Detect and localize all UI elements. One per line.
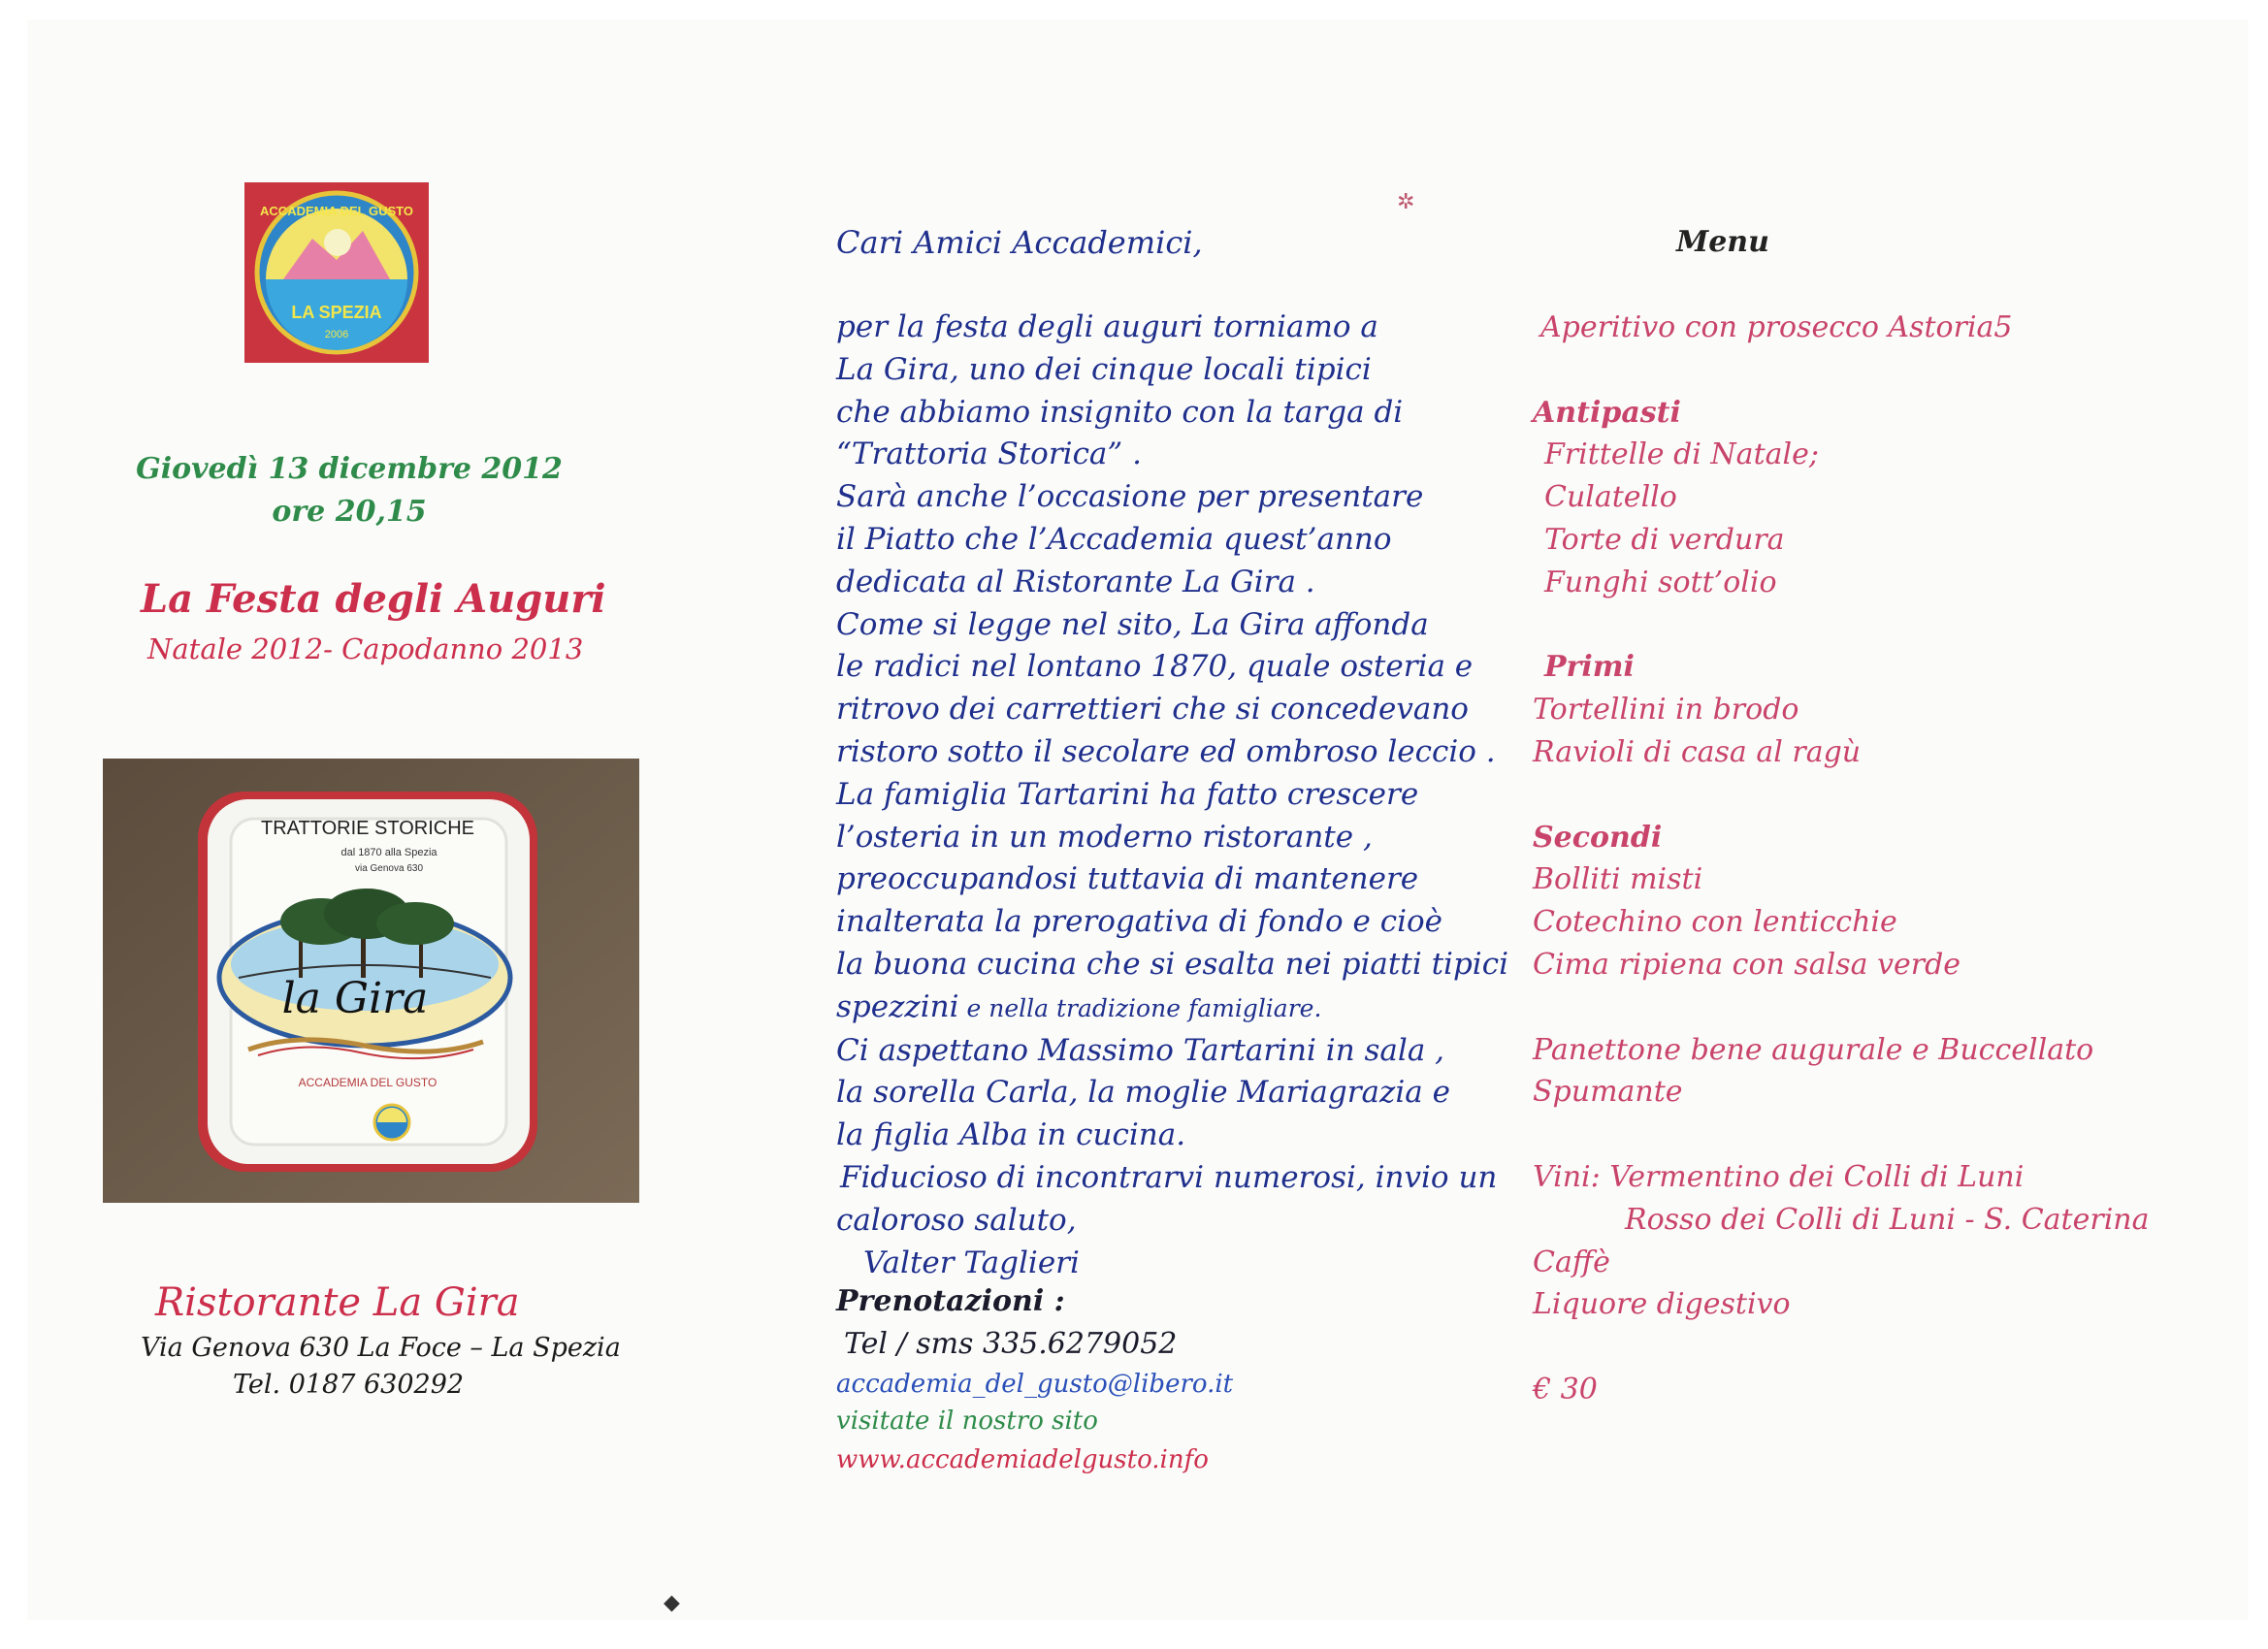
letter-signature: Valter Taglieri [863, 1245, 1080, 1280]
letter-line: La famiglia Tartarini ha fatto crescere [836, 776, 1419, 812]
letter-line-mixed [836, 986, 1508, 1030]
menu-spacer [1533, 774, 2150, 817]
letter-line: ritrovo dei carrettieri che si concedevano [836, 692, 1469, 728]
menu-item: Bolliti misti [1533, 862, 1703, 897]
contact-email-link[interactable]: accademia_del_gusto@libero.it [836, 1370, 1234, 1399]
accademia-logo [244, 182, 429, 363]
menu-item: Spumante [1533, 1075, 1683, 1110]
letter-line: l’osteria in un moderno ristorante , [836, 819, 1373, 855]
event-date-block [116, 448, 582, 534]
restaurant-name: Ristorante La Gira [155, 1280, 520, 1325]
event-title: La Festa degli Auguri [141, 576, 606, 622]
menu-item: Panettone bene augurale e Buccellato [1533, 1032, 2094, 1067]
logo-city-text: LA SPEZIA [291, 303, 382, 322]
menu-section-secondi: Secondi [1533, 820, 1663, 855]
plate-line2: via Genova 630 [354, 863, 424, 874]
menu-item: Funghi sott’olio [1544, 565, 1777, 599]
menu-wine-1: Vini: Vermentino dei Colli di Luni [1533, 1159, 2025, 1194]
letter-line: che abbiamo insignito con la targa di [836, 394, 1404, 430]
event-date: Giovedì 13 dicembre 2012 [136, 452, 563, 486]
letter-closing: Fiducioso di incontrarvi numerosi, invio un [840, 1159, 1498, 1195]
visit-site-label: visitate il nostro sito [836, 1406, 1098, 1436]
restaurant-tel: Tel. 0187 630292 [233, 1370, 465, 1400]
menu-spacer [1533, 1114, 2150, 1156]
letter-line: ristoro sotto il secolare ed ombroso leccio . [836, 733, 1496, 769]
letter-line: La Gira, uno dei cinque locali tipici [836, 351, 1372, 387]
letter-line: inalterata la prerogativa di fondo e cioè [836, 904, 1443, 940]
scan-speck-icon: ◆ [664, 1591, 680, 1615]
scan-speck-icon: ✲ [1397, 190, 1415, 214]
letter-line: Come si legge nel sito, La Gira affonda [836, 606, 1429, 642]
letter-greeting: Cari Amici Accademici, [836, 224, 1203, 261]
logo-year-text: 2006 [324, 329, 349, 340]
letter-line: dedicata al Ristorante La Gira . [836, 564, 1315, 599]
letter-small-text: e nella tradizione famigliare. [958, 993, 1322, 1022]
event-subtitle: Natale 2012- Capodanno 2013 [147, 632, 584, 665]
menu-item: Cotechino con lenticchie [1533, 905, 1897, 940]
event-time: ore 20,15 [272, 495, 427, 529]
letter-word: spezzini [836, 988, 959, 1024]
menu-wine-2: Rosso dei Colli di Luni - S. Caterina [1625, 1202, 2150, 1237]
menu-section-antipasti: Antipasti [1533, 395, 1681, 430]
menu-item: Tortellini in brodo [1533, 693, 1799, 728]
menu-item: Torte di verdura [1544, 522, 1785, 557]
menu-section-primi: Primi [1544, 650, 1635, 685]
menu-item: Cima ripiena con salsa verde [1533, 947, 1961, 982]
logo-arc-text: ACCADEMIA DEL GUSTO [260, 204, 413, 218]
letter-line: la sorella Carla, la moglie Mariagrazia e [836, 1075, 1450, 1111]
letter-line: il Piatto che l’Accademia quest’anno [836, 521, 1392, 557]
menu-title: Menu [1676, 225, 1769, 259]
contact-tel: Tel / sms 335.6279052 [844, 1327, 1178, 1361]
menu-item: Frittelle di Natale; [1544, 437, 1819, 472]
plate-line1: dal 1870 alla Spezia [340, 847, 437, 858]
menu-spacer [1533, 349, 2150, 392]
letter-line: la buona cucina che si esalta nei piatti tipici [836, 946, 1508, 982]
menu-aperitivo: Aperitivo con prosecco Astoria5 [1540, 310, 2013, 344]
plate-photo [103, 759, 639, 1203]
letter-body [836, 221, 1508, 1284]
prenotazioni-label: Prenotazioni : [836, 1284, 1065, 1318]
menu-list [1533, 307, 2150, 1411]
menu-spacer [1533, 604, 2150, 647]
menu-spacer [1533, 1326, 2150, 1369]
plate-name: la Gira [281, 974, 429, 1023]
menu-spacer [1533, 986, 2150, 1029]
plate-footer: ACCADEMIA DEL GUSTO [298, 1076, 437, 1089]
letter-line: le radici nel lontano 1870, quale osteria e [836, 649, 1474, 685]
menu-liquore: Liquore digestivo [1533, 1287, 1791, 1322]
letter-line: per la festa degli auguri torniamo a [836, 309, 1378, 344]
menu-item: Ravioli di casa al ragù [1533, 734, 1862, 769]
restaurant-address: Via Genova 630 La Foce – La Spezia [141, 1333, 621, 1363]
menu-item: Culatello [1544, 480, 1677, 515]
menu-caffe: Caffè [1533, 1245, 1610, 1279]
letter-line: Ci aspettano Massimo Tartarini in sala , [836, 1032, 1445, 1068]
letter-line: Sarà anche l’occasione per presentare [836, 479, 1424, 515]
website-link[interactable]: www.accademiadelgusto.info [836, 1445, 1209, 1474]
menu-price: € 30 [1533, 1372, 1598, 1406]
letter-line: “Trattoria Storica” . [836, 436, 1142, 472]
plate-heading: TRATTORIE STORICHE [260, 818, 475, 839]
letter-line: preoccupandosi tuttavia di mantenere [836, 861, 1419, 897]
letter-closing: caloroso saluto, [836, 1202, 1077, 1238]
letter-line: la figlia Alba in cucina. [836, 1117, 1186, 1153]
